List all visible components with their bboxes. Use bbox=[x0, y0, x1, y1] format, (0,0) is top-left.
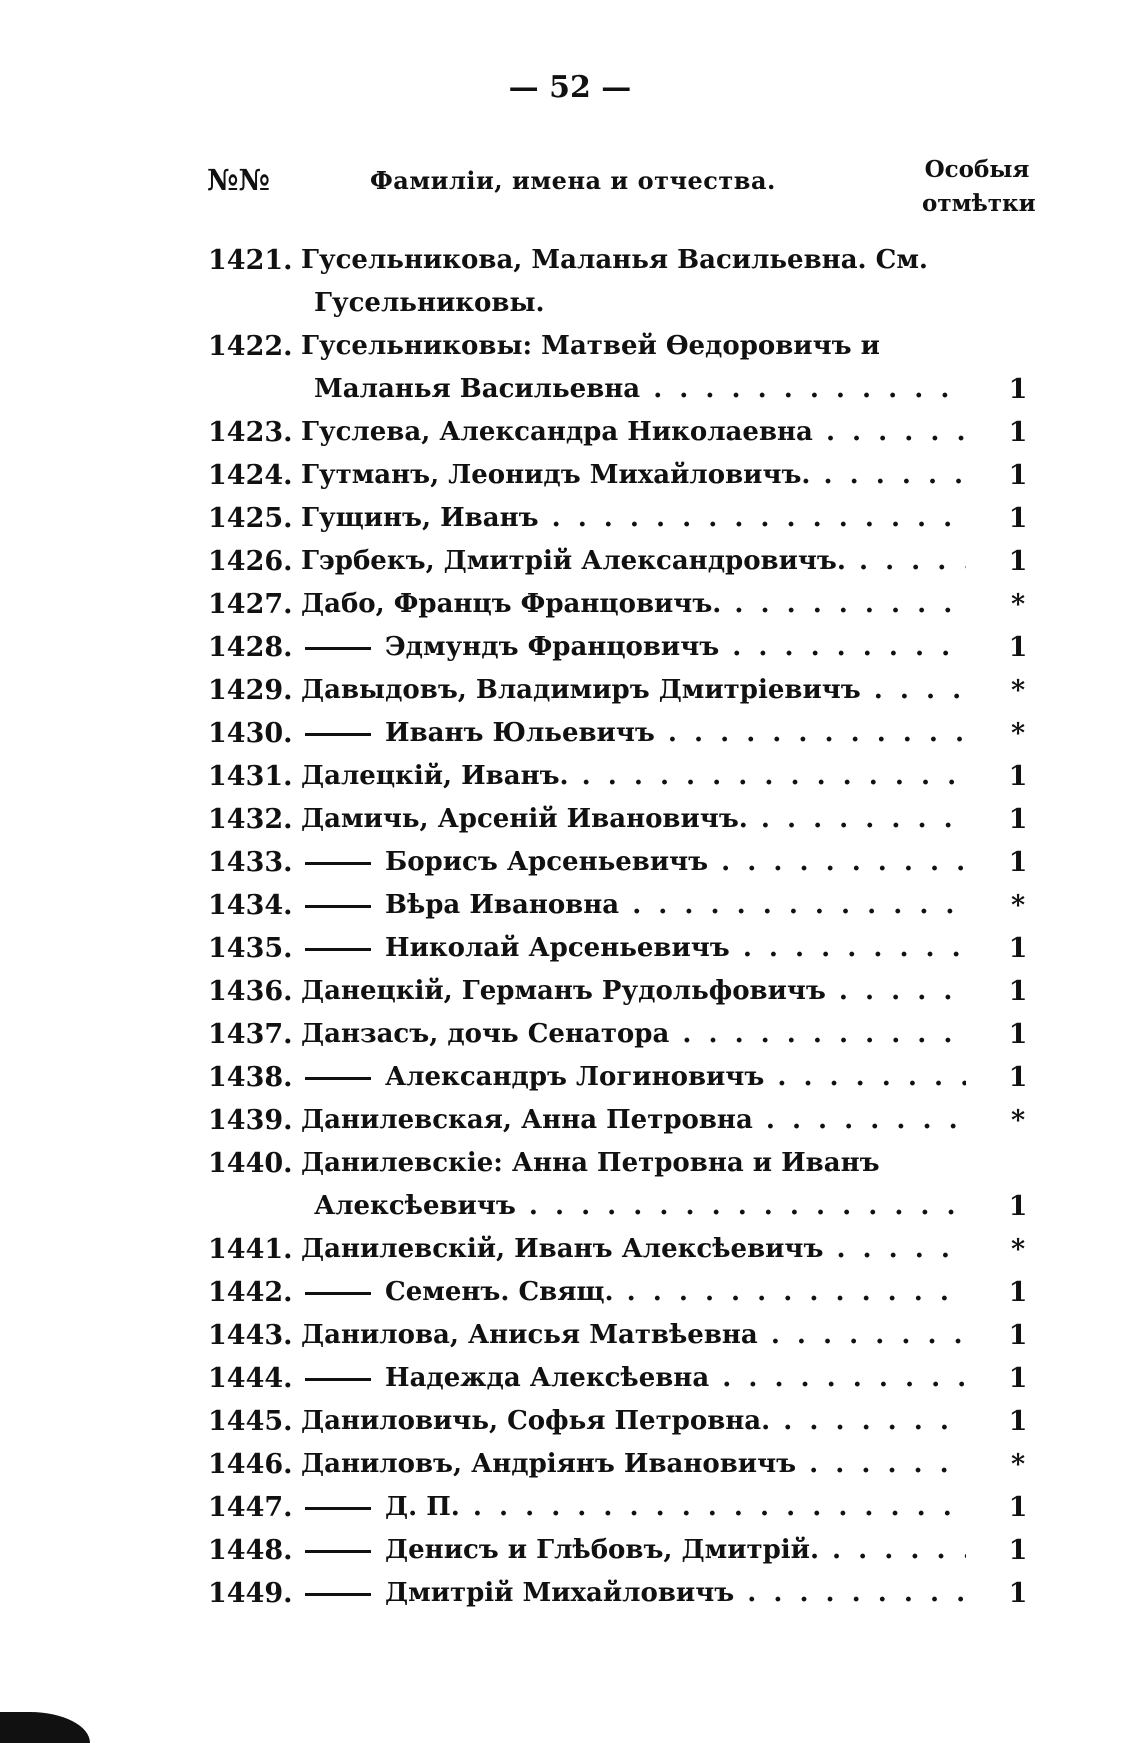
ditto-dash bbox=[305, 1292, 371, 1295]
entry-number: 1443. bbox=[208, 1320, 293, 1351]
entry-row bbox=[0, 970, 1140, 1013]
entry-number: 1426. bbox=[208, 546, 293, 577]
ditto-dash bbox=[305, 733, 371, 736]
entry-row bbox=[0, 884, 1140, 927]
column-header-marks-line2: отмѣтки bbox=[922, 190, 1036, 217]
entry-row bbox=[0, 1400, 1140, 1443]
entry-number: 1433. bbox=[208, 847, 293, 878]
entry-number: 1437. bbox=[208, 1019, 293, 1050]
entry-row bbox=[0, 1056, 1140, 1099]
entry-mark: * bbox=[1010, 675, 1026, 706]
entry-row bbox=[0, 626, 1140, 669]
entry-mark: 1 bbox=[1008, 1492, 1028, 1523]
entry-name bbox=[301, 1357, 966, 1400]
ditto-dash bbox=[305, 905, 371, 908]
ditto-dash bbox=[305, 1507, 371, 1510]
entry-number: 1436. bbox=[208, 976, 293, 1007]
entry-row bbox=[0, 1271, 1140, 1314]
entry-name bbox=[301, 712, 966, 755]
entry-mark: 1 bbox=[1008, 1363, 1028, 1394]
column-header-marks-line1: Особыя bbox=[924, 156, 1030, 183]
ditto-dash bbox=[305, 862, 371, 865]
column-header-names: Фамиліи, имена и отчества. bbox=[370, 166, 776, 195]
entry-mark: * bbox=[1010, 1234, 1026, 1265]
entry-number: 1442. bbox=[208, 1277, 293, 1308]
entry-name bbox=[301, 1529, 966, 1572]
entry-mark: 1 bbox=[1008, 761, 1028, 792]
entry-mark: 1 bbox=[1008, 976, 1028, 1007]
entry-number: 1441. bbox=[208, 1234, 293, 1265]
entry-row bbox=[0, 1486, 1140, 1529]
entry-number: 1430. bbox=[208, 718, 293, 749]
entry-name-text: Семенъ. Свящ. bbox=[385, 1277, 614, 1307]
entry-row bbox=[0, 1228, 1140, 1271]
entry-row bbox=[0, 1443, 1140, 1486]
entry-mark: * bbox=[1010, 890, 1026, 921]
entry-number: 1440. bbox=[208, 1148, 293, 1179]
entry-row bbox=[0, 325, 1140, 411]
entry-mark: 1 bbox=[1008, 1019, 1028, 1050]
entry-row bbox=[0, 1099, 1140, 1142]
ditto-dash bbox=[305, 948, 371, 951]
entry-mark: 1 bbox=[1008, 1406, 1028, 1437]
entry-name: Давыдовъ, Владимиръ Дмитріевичъ . . . bbox=[301, 669, 966, 712]
entry-name: Дамичь, Арсеній Ивановичъ. . . . bbox=[301, 798, 966, 841]
entry-mark: 1 bbox=[1008, 1062, 1028, 1093]
entry-row bbox=[0, 1357, 1140, 1400]
entry-row bbox=[0, 669, 1140, 712]
entry-name-line1: Данилевскіе: Анна Петровна и Иванъ bbox=[301, 1148, 880, 1178]
entry-number: 1448. bbox=[208, 1535, 293, 1566]
entry-row bbox=[0, 1529, 1140, 1572]
entry-number: 1431. bbox=[208, 761, 293, 792]
entry-name bbox=[301, 1486, 966, 1529]
entry-number: 1424. bbox=[208, 460, 293, 491]
entry-row bbox=[0, 927, 1140, 970]
entry-number: 1438. bbox=[208, 1062, 293, 1093]
entry-mark: 1 bbox=[1008, 1535, 1028, 1566]
entry-number: 1435. bbox=[208, 933, 293, 964]
entry-name-text: Денисъ и Глѣбовъ, Дмитрій. bbox=[385, 1535, 819, 1565]
entry-name-text: Александръ Логиновичъ bbox=[385, 1062, 765, 1092]
entry-name bbox=[301, 1572, 966, 1615]
entry-mark: 1 bbox=[1008, 1578, 1028, 1609]
entry-number: 1432. bbox=[208, 804, 293, 835]
entry-number: 1425. bbox=[208, 503, 293, 534]
entry-row bbox=[0, 497, 1140, 540]
entry-number: 1446. bbox=[208, 1449, 293, 1480]
entry-mark: * bbox=[1010, 718, 1026, 749]
entry-row bbox=[0, 239, 1140, 325]
entry-name-line2: Гусельниковы. bbox=[314, 288, 545, 318]
entry-row bbox=[0, 583, 1140, 626]
entry-name bbox=[301, 626, 966, 669]
entry-name-line1: Гусельниковы: Матвей Өедоровичъ и bbox=[301, 331, 880, 361]
entry-name bbox=[301, 927, 966, 970]
entry-name bbox=[301, 841, 966, 884]
entry-row bbox=[0, 841, 1140, 884]
entry-name: Гущинъ, Иванъ . . . bbox=[301, 497, 966, 540]
entry-number: 1428. bbox=[208, 632, 293, 663]
entry-name: Гэрбекъ, Дмитрій Александровичъ. . . . bbox=[301, 540, 966, 583]
entry-name-text: Борисъ Арсеньевичъ bbox=[385, 847, 709, 877]
entry-mark: 1 bbox=[1008, 503, 1028, 534]
entry-mark: 1 bbox=[1008, 933, 1028, 964]
entry-number: 1429. bbox=[208, 675, 293, 706]
entry-mark: 1 bbox=[1008, 546, 1028, 577]
entry-row bbox=[0, 454, 1140, 497]
entry-name bbox=[301, 1056, 966, 1099]
entry-name-text: Вѣра Ивановна bbox=[385, 890, 620, 920]
entry-number: 1434. bbox=[208, 890, 293, 921]
entry-name: Даниловичь, Софья Петровна. . . . bbox=[301, 1400, 966, 1443]
entry-name: Дабо, Францъ Францовичъ. . . . bbox=[301, 583, 966, 626]
entry-number: 1427. bbox=[208, 589, 293, 620]
entry-name-line2: Алексѣевичъ . . . bbox=[314, 1185, 966, 1228]
entry-name: Данзасъ, дочь Сенатора . . . bbox=[301, 1013, 966, 1056]
entry-number: 1423. bbox=[208, 417, 293, 448]
column-header-number: №№ bbox=[207, 163, 271, 197]
entry-number: 1439. bbox=[208, 1105, 293, 1136]
entry-number: 1445. bbox=[208, 1406, 293, 1437]
entry-name-text: Николай Арсеньевичъ bbox=[385, 933, 730, 963]
ditto-dash bbox=[305, 1378, 371, 1381]
entry-name: Данилова, Анисья Матвѣевна . . . bbox=[301, 1314, 966, 1357]
entry-name: Данилевская, Анна Петровна . . . bbox=[301, 1099, 966, 1142]
entry-name bbox=[301, 1271, 966, 1314]
entry-mark: 1 bbox=[1008, 460, 1028, 491]
entry-name-text: Надежда Алексѣевна bbox=[385, 1363, 710, 1393]
entry-mark: * bbox=[1010, 1449, 1026, 1480]
entry-row bbox=[0, 1572, 1140, 1615]
entry-name: Гутманъ, Леонидъ Михайловичъ. . . . bbox=[301, 454, 966, 497]
entry-mark: 1 bbox=[1008, 847, 1028, 878]
entry-mark: 1 bbox=[1008, 804, 1028, 835]
entry-number: 1449. bbox=[208, 1578, 293, 1609]
entry-name bbox=[301, 884, 966, 927]
entry-row bbox=[0, 540, 1140, 583]
entry-mark: * bbox=[1010, 589, 1026, 620]
entry-name-text: Эдмундъ Францовичъ bbox=[385, 632, 720, 662]
entry-row bbox=[0, 1013, 1140, 1056]
entry-mark: 1 bbox=[1008, 1277, 1028, 1308]
page-number: — 52 — bbox=[508, 70, 632, 105]
entry-mark: 1 bbox=[1008, 632, 1028, 663]
ditto-dash bbox=[305, 1593, 371, 1596]
entry-list bbox=[0, 239, 1140, 1615]
entry-name-line1: Гусельникова, Маланья Васильевна. См. bbox=[301, 245, 928, 275]
entry-mark: 1 bbox=[1008, 417, 1028, 448]
entry-row bbox=[0, 1314, 1140, 1357]
entry-name: Даниловъ, Андріянъ Ивановичъ . . . bbox=[301, 1443, 966, 1486]
entry-row bbox=[0, 798, 1140, 841]
entry-number: 1422. bbox=[208, 331, 293, 362]
entry-name-line2: Маланья Васильевна . . . bbox=[314, 368, 966, 411]
entry-name: Гуслева, Александра Николаевна . . . bbox=[301, 411, 966, 454]
ditto-dash bbox=[305, 647, 371, 650]
entry-row bbox=[0, 1142, 1140, 1228]
entry-number: 1447. bbox=[208, 1492, 293, 1523]
ditto-dash bbox=[305, 1550, 371, 1553]
entry-name: Данилевскій, Иванъ Алексѣевичъ . . . bbox=[301, 1228, 966, 1271]
entry-number: 1444. bbox=[208, 1363, 293, 1394]
entry-row bbox=[0, 411, 1140, 454]
entry-name: Далецкій, Иванъ. . . . bbox=[301, 755, 966, 798]
entry-name-text: Иванъ Юльевичъ bbox=[385, 718, 655, 748]
entry-name: Данецкій, Германъ Рудольфовичъ . . . bbox=[301, 970, 966, 1013]
entry-row bbox=[0, 755, 1140, 798]
entry-number: 1421. bbox=[208, 245, 293, 276]
ditto-dash bbox=[305, 1077, 371, 1080]
entry-mark: 1 bbox=[1008, 1191, 1028, 1222]
entry-mark: 1 bbox=[1008, 1320, 1028, 1351]
entry-name-text: Дмитрій Михайловичъ bbox=[385, 1578, 735, 1608]
entry-name-text: Д. П. bbox=[385, 1492, 460, 1522]
entry-row bbox=[0, 712, 1140, 755]
entry-mark: * bbox=[1010, 1105, 1026, 1136]
entry-mark: 1 bbox=[1008, 374, 1028, 405]
ink-blot bbox=[0, 1712, 90, 1743]
column-header-marks bbox=[922, 153, 1036, 221]
